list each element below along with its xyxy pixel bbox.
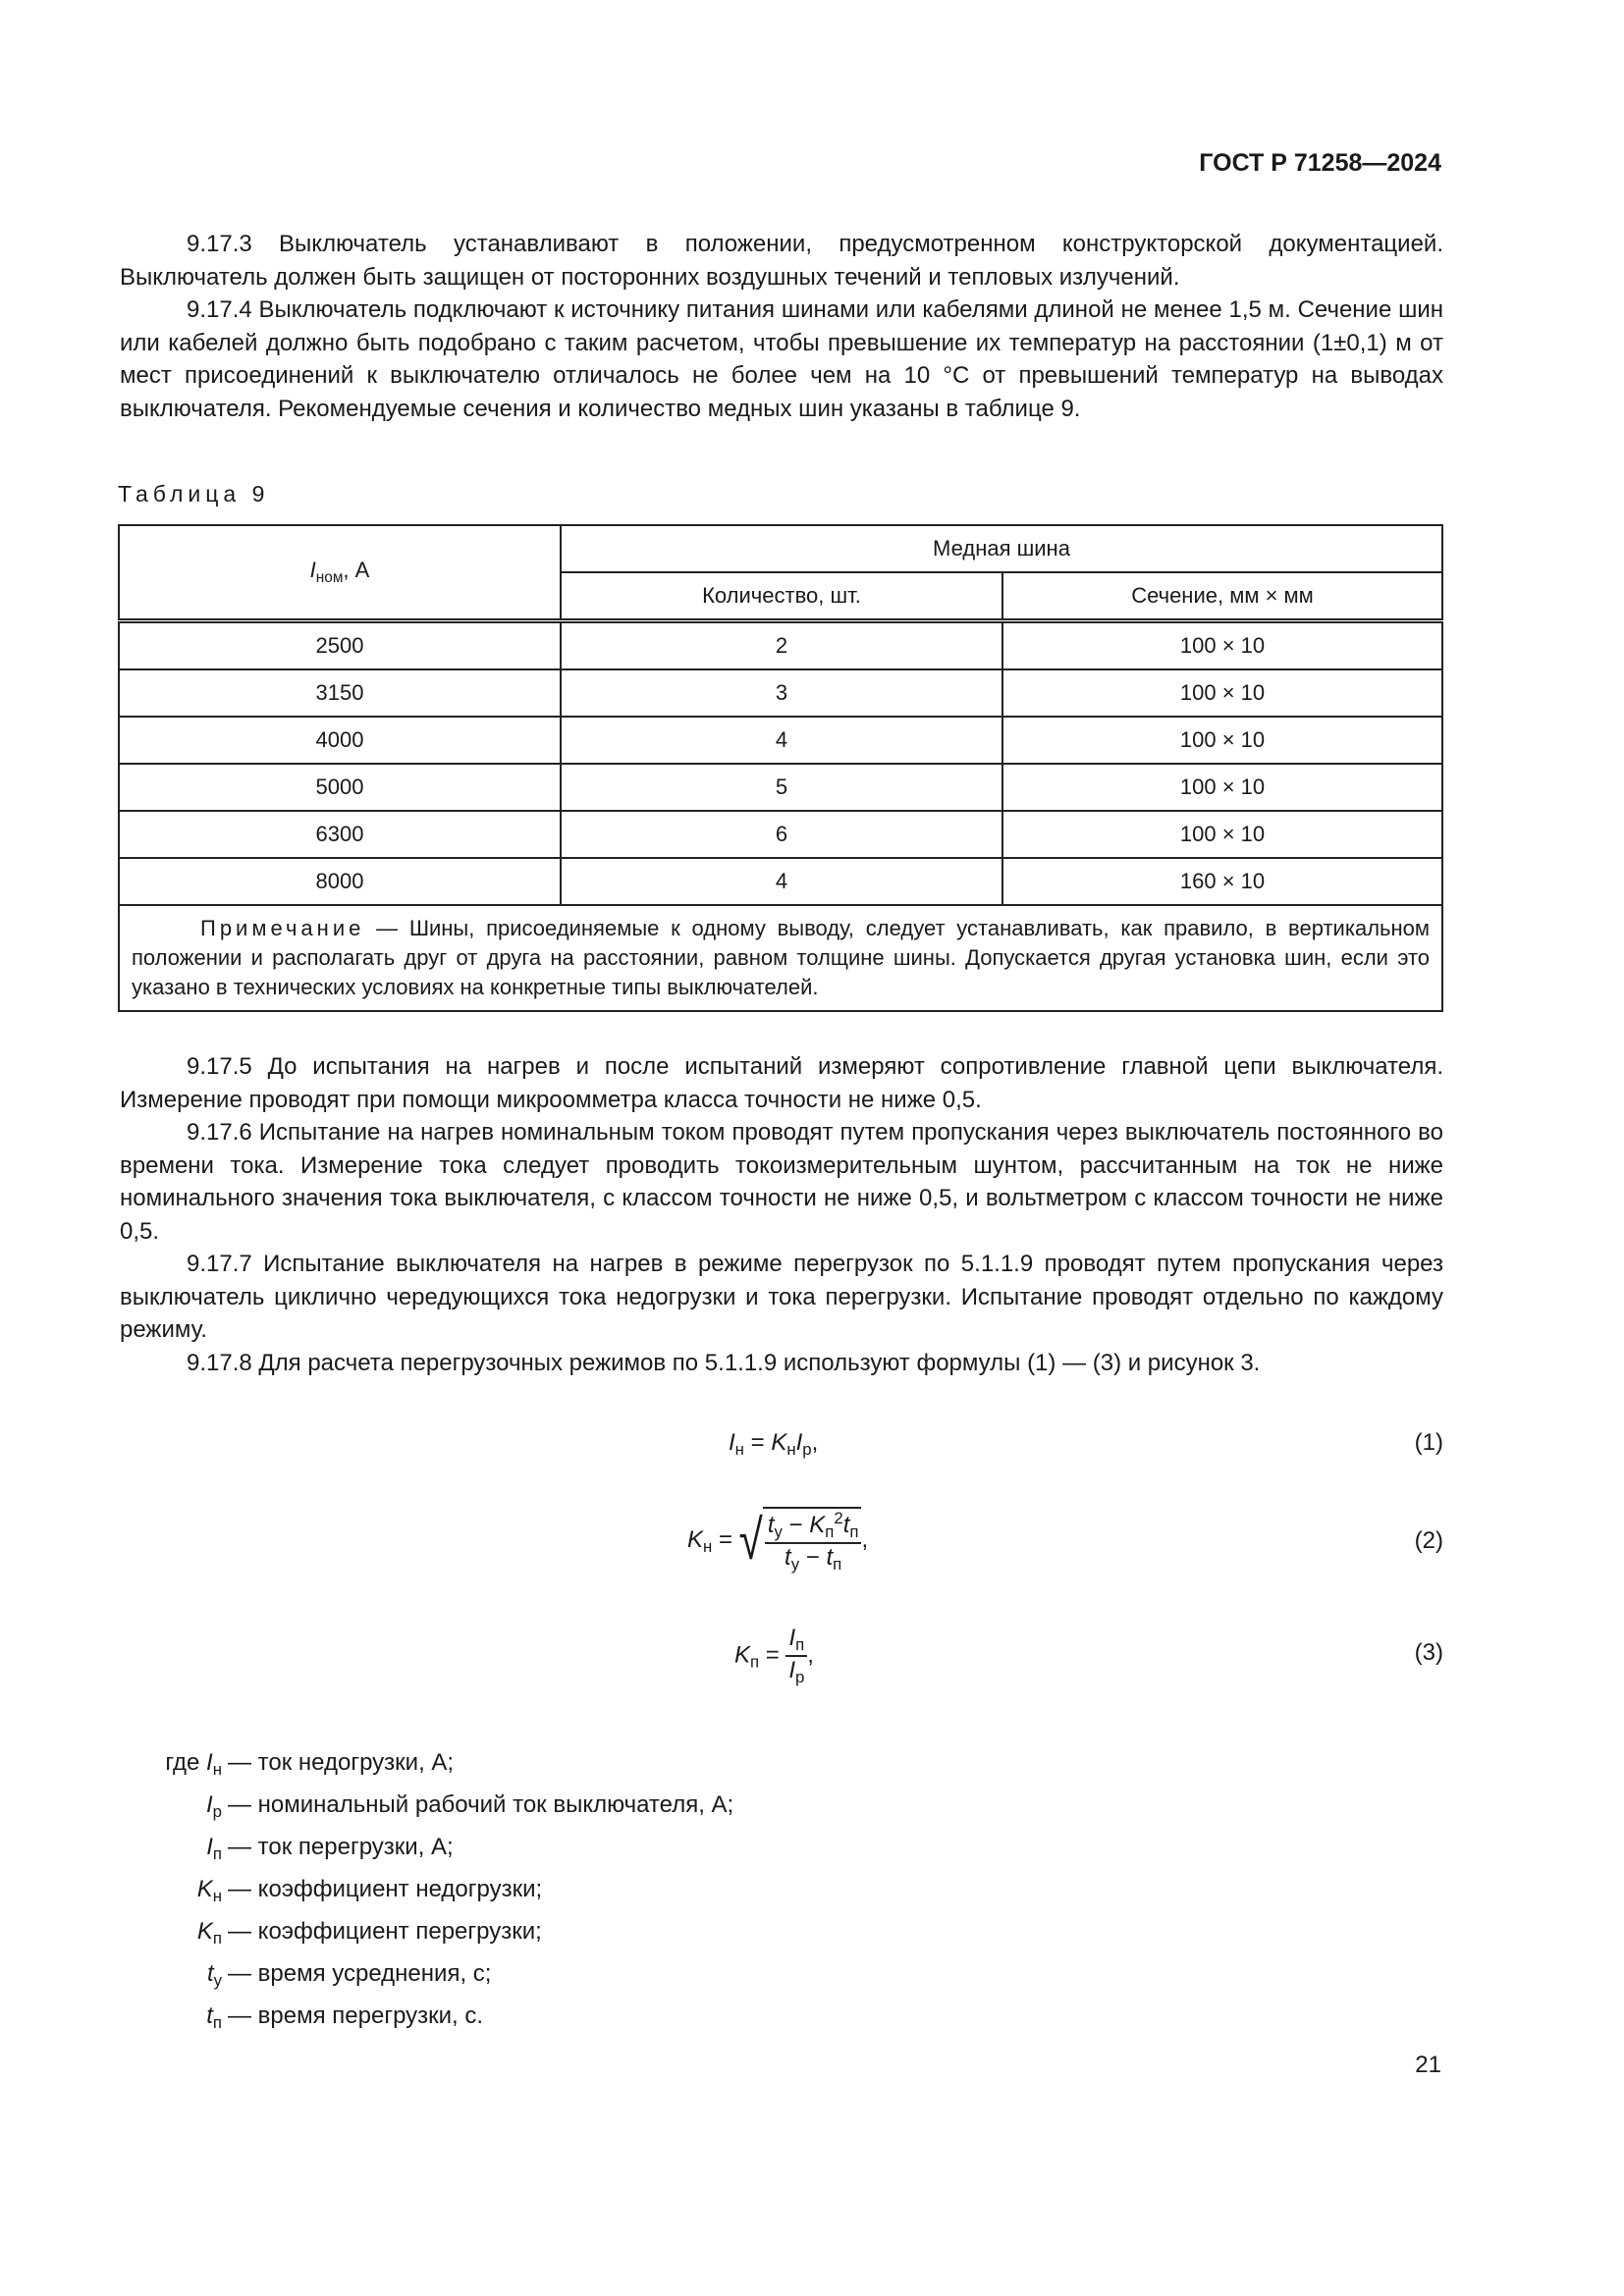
table-row: [119, 669, 1442, 717]
table-cell: 160 × 10: [1002, 858, 1442, 905]
paragraph: 9.17.6 Испытание на нагрев номинальным током проводят путем пропускания через выключатель постоянного во времени тока. Измерение тока следует проводить токоизмерительным шунтом, рассчитанным на ток не ниже номинального значения тока выключателя, с классом точности не ниже 0,5, и вольтметром с классом точности не ниже 0,5.: [120, 1119, 1443, 1245]
table-row: [119, 764, 1442, 811]
symbol: t: [206, 2002, 213, 2029]
symbol: K: [196, 1918, 213, 1945]
definition-item: [128, 1872, 733, 1914]
table-9: [118, 524, 1443, 1012]
symbol: I: [206, 1749, 213, 1776]
col-group-copper-bus: Медная шина: [561, 525, 1442, 572]
symbol-subscript: у: [213, 1971, 222, 1990]
table-cell: 5000: [119, 764, 561, 811]
definition-text: — ток перегрузки, А;: [228, 1834, 454, 1860]
definition-text: — коэффициент перегрузки;: [228, 1918, 542, 1945]
formula-2-number: (2): [1414, 1527, 1443, 1554]
symbol-subscript: н: [212, 1887, 222, 1905]
table-caption: Таблица 9: [118, 481, 270, 507]
table-cell: 100 × 10: [1002, 669, 1442, 717]
table-row: [119, 858, 1442, 905]
symbol: I: [206, 1834, 213, 1860]
table-cell: 2: [561, 621, 1002, 670]
definition-text: — номинальный рабочий ток выключателя, А;: [228, 1791, 734, 1818]
symbol-subscript: н: [212, 1760, 222, 1779]
definition-text: — ток недогрузки, А;: [228, 1749, 455, 1776]
formula-3: $K_п$ = $\frac{I_п}{I_р}$ ,: [734, 1625, 814, 1686]
document-header: ГОСТ Р 71258—2024: [1199, 149, 1441, 177]
symbol: I: [205, 1791, 213, 1818]
formula-3-number: (3): [1414, 1639, 1443, 1666]
table-cell: 2500: [119, 621, 561, 670]
section-text-2: [120, 1050, 1443, 1379]
table-row: [119, 811, 1442, 858]
symbol-definitions: [128, 1745, 733, 2041]
definition-item: [128, 1999, 733, 2041]
table-cell: 6: [561, 811, 1002, 858]
table-cell: 100 × 10: [1002, 811, 1442, 858]
symbol-subscript: п: [212, 1929, 222, 1948]
table-cell: 6300: [119, 811, 561, 858]
table-note: Примечание — Шины, присоединяемые к одному выводу, следует устанавливать, как правило, в вертикальном положении и располагать друг от друга на расстоянии, равном толщине шины. Допускается другая установка шин, если это указано в технических условиях на конкретные типы выключателей.: [119, 905, 1442, 1011]
definition-item: [128, 1830, 733, 1872]
symbol-subscript: р: [212, 1802, 222, 1821]
paragraph: 9.17.5 До испытания на нагрев и после испытаний измеряют сопротивление главной цепи выключателя. Измерение проводят при помощи микроомметра класса точности не ниже 0,5.: [120, 1053, 1443, 1113]
symbol: K: [196, 1876, 213, 1902]
section-text-1: [120, 228, 1443, 425]
formula-1-number: (1): [1414, 1429, 1443, 1456]
table-cell: 8000: [119, 858, 561, 905]
formula-2: $K_н$ = √ $\frac{t_у - K_п^2t_п}{t_у - t_п}$ ,: [687, 1509, 869, 1574]
col-header-current: $I_{ном}$, А: [119, 525, 561, 621]
table-cell: 100 × 10: [1002, 717, 1442, 764]
paragraph: 9.17.4 Выключатель подключают к источнику питания шинами или кабелями длиной не менее 1,5 м. Сечение шин или кабелей должно быть подобрано с таким расчетом, чтобы превышение их температур на расстоянии (1±0,1) м от мест присоединений к выключателю отличалось не более чем на 10 °С от превышений температур на выводах выключателя. Рекомендуемые сечения и количество медных шин указаны в таблице 9.: [120, 296, 1443, 422]
col-header-section: Сечение, мм × мм: [1002, 572, 1442, 621]
table-cell: 100 × 10: [1002, 621, 1442, 670]
table-cell: 3: [561, 669, 1002, 717]
definition-text: — время усреднения, с;: [228, 1960, 492, 1987]
definition-text: — коэффициент недогрузки;: [228, 1876, 543, 1902]
table-cell: 5: [561, 764, 1002, 811]
symbol-subscript: п: [212, 2013, 222, 2032]
table-cell: 3150: [119, 669, 561, 717]
definition-item: [128, 1956, 733, 1999]
where-word: где: [165, 1749, 200, 1776]
table-cell: 4: [561, 858, 1002, 905]
definition-text: — время перегрузки, с.: [228, 2002, 484, 2029]
page-number: 21: [1415, 2052, 1441, 2078]
paragraph: 9.17.8 Для расчета перегрузочных режимов по 5.1.1.9 используют формулы (1) — (3) и рисунок 3.: [187, 1349, 1261, 1376]
definition-item: [128, 1745, 733, 1788]
paragraph: 9.17.3 Выключатель устанавливают в положении, предусмотренном конструкторской документацией. Выключатель должен быть защищен от посторонних воздушных течений и тепловых излучений.: [120, 231, 1443, 291]
paragraph: 9.17.7 Испытание выключателя на нагрев в режиме перегрузок по 5.1.1.9 проводят путем пропускания через выключатель циклично чередующихся тока недогрузки и тока перегрузки. Испытание проводят отдельно по каждому режиму.: [120, 1251, 1443, 1343]
table-cell: 4: [561, 717, 1002, 764]
table-cell: 4000: [119, 717, 561, 764]
col-header-quantity: Количество, шт.: [561, 572, 1002, 621]
definition-item: [128, 1788, 733, 1830]
symbol-subscript: п: [212, 1844, 222, 1863]
definition-item: [128, 1914, 733, 1956]
table-cell: 100 × 10: [1002, 764, 1442, 811]
symbol: t: [206, 1960, 214, 1987]
table-row: [119, 717, 1442, 764]
table-row: [119, 621, 1442, 670]
formula-1: $I_н = K_нI_р$,: [729, 1429, 819, 1459]
